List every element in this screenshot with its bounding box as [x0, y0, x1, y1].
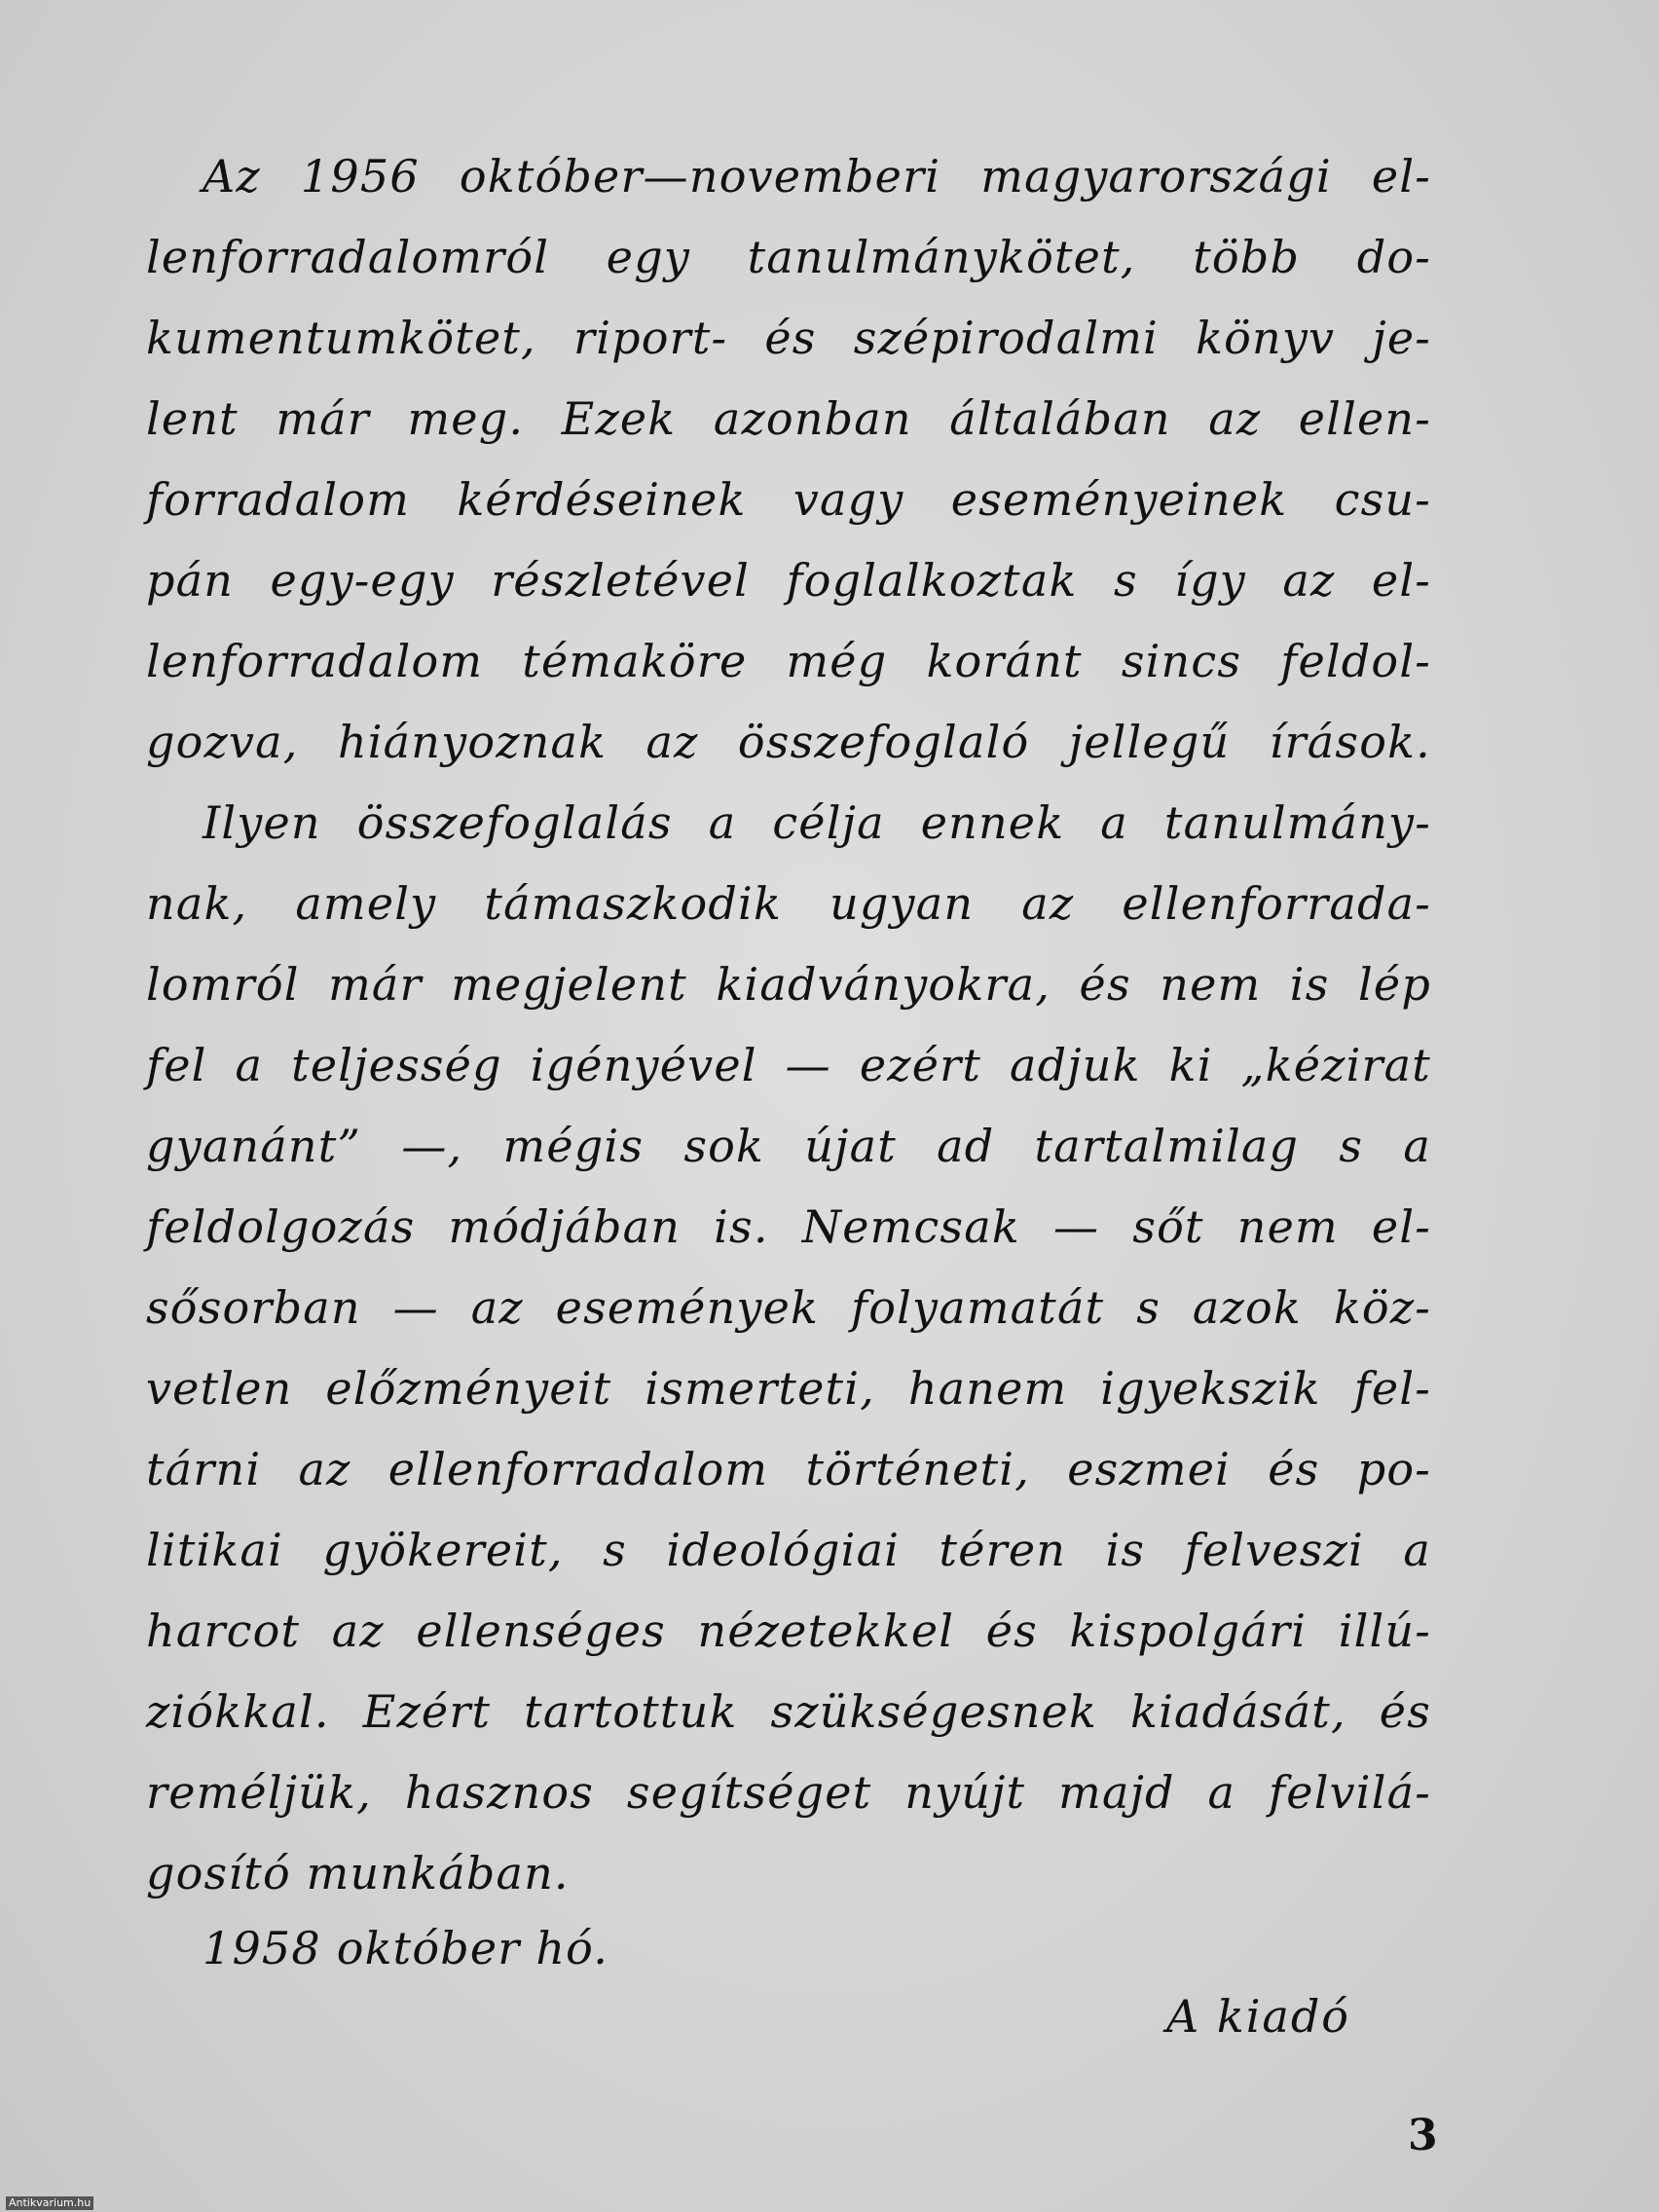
text-line: forradalom kérdéseinek vagy eseményeinek csu- — [146, 473, 1431, 526]
text-line: lenforradalomról egy tanulmánykötet, több do- — [146, 231, 1431, 283]
text-line: lenforradalom témaköre még koránt sincs feldol- — [146, 635, 1431, 687]
text-line: tárni az ellenforradalom történeti, eszmei és po- — [146, 1443, 1431, 1495]
text-line: nak, amely támaszkodik ugyan az ellenforrada- — [146, 877, 1431, 930]
text-line: harcot az ellenséges nézetekkel és kispolgári illú- — [146, 1604, 1431, 1657]
preface-text — [146, 136, 1431, 1914]
text-line: litikai gyökereit, s ideológiai téren is felveszi a — [146, 1524, 1431, 1576]
watermark: Antikvarium.hu — [6, 2196, 93, 2210]
date-line: 1958 október hó. — [203, 1922, 609, 1974]
text-line: pán egy-egy részletével foglalkoztak s így az el- — [146, 554, 1431, 607]
text-line: fel a teljesség igényével — ezért adjuk ki „kézirat — [146, 1039, 1431, 1091]
text-line: lomról már megjelent kiadványokra, és nem is lép — [146, 958, 1431, 1011]
text-line: sősorban — az események folyamatát s azok köz- — [146, 1281, 1431, 1334]
text-line: feldolgozás módjában is. Nemcsak — sőt nem el- — [146, 1200, 1431, 1253]
text-line: gyanánt” —, mégis sok újat ad tartalmilag s a — [146, 1120, 1431, 1172]
text-line: vetlen előzményeit ismerteti, hanem igyekszik fel- — [146, 1362, 1431, 1415]
text-line: reméljük, hasznos segítséget nyújt majd a felvilá- — [146, 1766, 1431, 1819]
page-number: 3 — [1408, 2111, 1438, 2160]
text-line: gozva, hiányoznak az összefoglaló jellegű írások. — [146, 716, 1431, 768]
text-line: gosító munkában. — [146, 1847, 570, 1899]
text-line: Az 1956 október—novemberi magyarországi el- — [203, 150, 1431, 203]
text-line: ziókkal. Ezért tartottuk szükségesnek kiadását, és — [146, 1685, 1431, 1738]
publisher-signature: A kiadó — [1166, 1990, 1350, 2043]
text-line: lent már meg. Ezek azonban általában az ellen- — [146, 392, 1431, 445]
text-line: Ilyen összefoglalás a célja ennek a tanulmány- — [203, 796, 1431, 849]
text-line: kumentumkötet, riport- és szépirodalmi könyv je- — [146, 312, 1431, 364]
